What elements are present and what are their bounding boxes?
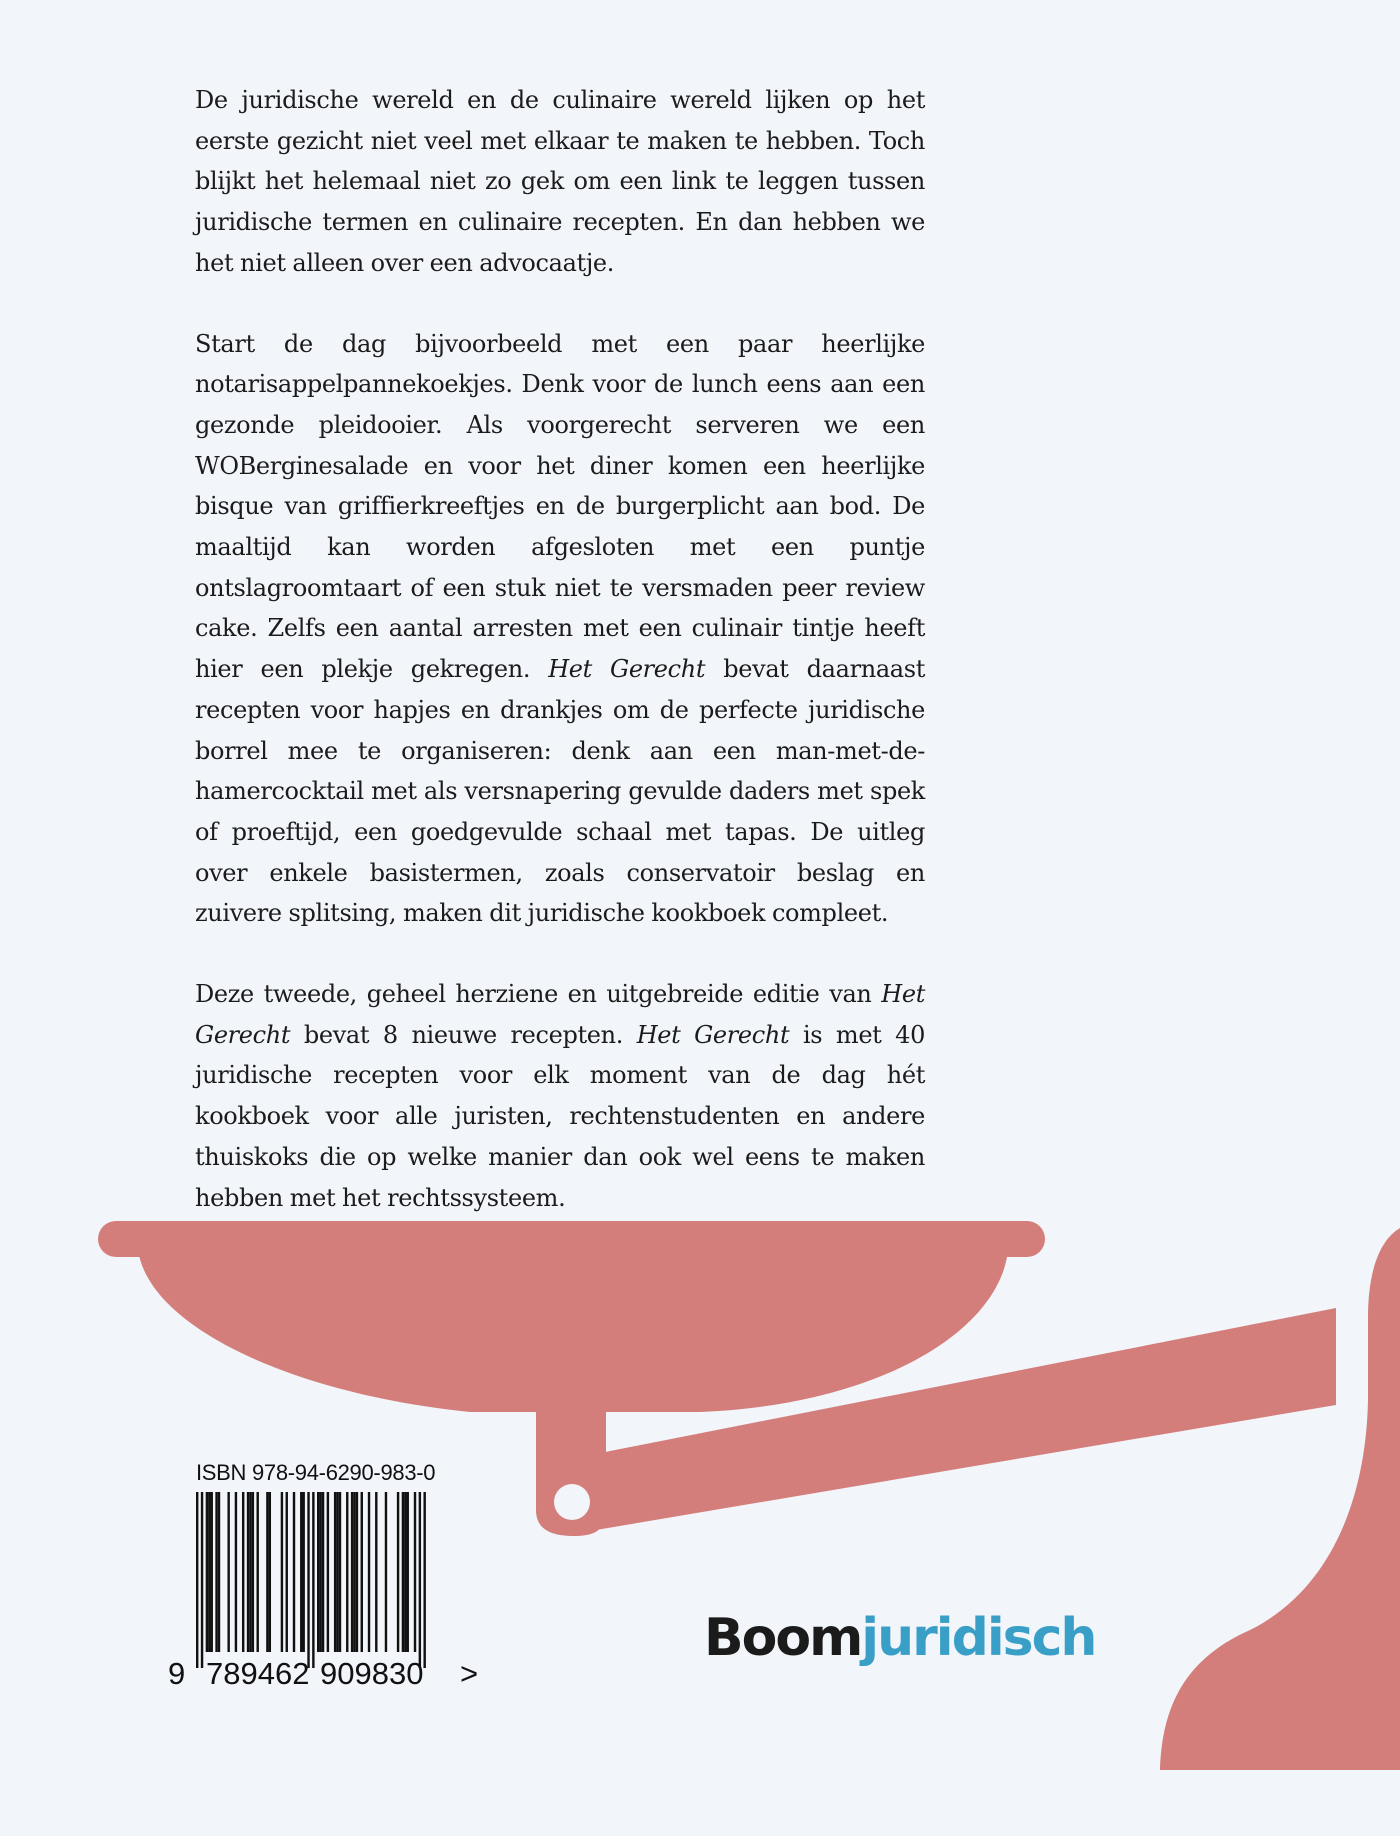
barcode-bar (300, 1492, 302, 1652)
hand-shape (1160, 1228, 1400, 1770)
paragraph-intro (195, 80, 925, 284)
barcode-digits-right: 909830 (320, 1656, 424, 1691)
barcode-bar (266, 1492, 268, 1652)
barcode-bar (361, 1492, 363, 1652)
barcode-bar (402, 1492, 404, 1652)
barcode-bar (252, 1492, 254, 1652)
barcode-bar (249, 1492, 251, 1652)
barcode-bar (319, 1492, 321, 1652)
barcode-bar (423, 1492, 425, 1668)
book-title-italic: Het Gerecht (636, 1020, 790, 1049)
pan-bowl (138, 1250, 1008, 1412)
barcode-bar (211, 1492, 213, 1652)
barcode-bar (218, 1492, 220, 1652)
barcode-bar (336, 1492, 338, 1652)
barcode-bar (351, 1492, 353, 1652)
barcode-bar (339, 1492, 341, 1652)
paragraph-edition (195, 974, 925, 1218)
barcode-bar (215, 1492, 217, 1652)
barcode-bar (353, 1492, 355, 1652)
barcode-bar (307, 1492, 309, 1668)
barcode-bar (312, 1492, 314, 1668)
barcode-bar (235, 1492, 237, 1652)
barcode-bar (356, 1492, 358, 1652)
barcode-bar (327, 1492, 329, 1652)
barcode-bar (385, 1492, 387, 1652)
barcode-bar (346, 1492, 348, 1652)
barcode-digits-left: 789462 (206, 1656, 310, 1691)
barcode-bar (269, 1492, 271, 1652)
paragraph-recipes-text-a: Start de dag bijvoorbeeld met een paar heerlijke notarisappelpannekoekjes. Denk voor de lunch eens aan een gezonde pleidooier. Als voorgerecht serveren we een WOBerginesalade en voor het diner komen een heerlijke bisque van griffierkreeftjes en de burgerplicht aan bod. De maaltijd kan worden afgesloten met een puntje ontslagroomtaart of een stuk niet te versmaden peer review cake. Zelfs een aantal arresten met een culinair tintje heeft hier een plekje gekregen. (195, 329, 925, 684)
barcode-bar (206, 1492, 208, 1652)
barcode-bar (302, 1492, 304, 1652)
barcode-bar (208, 1492, 210, 1652)
paragraph-recipes (195, 324, 925, 935)
barcode-bar (404, 1492, 406, 1652)
book-title-italic: Het Gerecht (195, 980, 925, 1049)
paragraph-edition-text-b: bevat 8 nieuwe recepten. (290, 1020, 637, 1049)
barcode-bar (419, 1492, 421, 1668)
book-title-italic: Het Gerecht (548, 655, 706, 684)
isbn-barcode (196, 1492, 456, 1668)
barcode-bar (257, 1492, 259, 1652)
barcode-bar (375, 1492, 377, 1652)
barcode-bar (407, 1492, 409, 1652)
barcode-bar (414, 1492, 416, 1652)
barcode-bar (368, 1492, 370, 1652)
logo-boom: Boom (704, 1608, 862, 1668)
barcode-bar (281, 1492, 283, 1652)
barcode-bar (227, 1492, 229, 1652)
barcode-bar (247, 1492, 249, 1652)
paragraph-edition-text-c: is met 40 juridische recepten voor elk moment van de dag hét kookboek voor alle juristen, rechtenstudenten en andere thuiskoks die op welke manier dan ook wel eens te maken hebben met het rechtssysteem. (195, 1020, 925, 1212)
barcode-bar (334, 1492, 336, 1652)
pan-hanging-hole (554, 1484, 590, 1520)
isbn-label: ISBN 978-94-6290-983-0 (196, 1460, 436, 1485)
barcode-bar (242, 1492, 244, 1652)
paragraph-edition-text-a: Deze tweede, geheel herziene en uitgebreide editie van (195, 980, 882, 1009)
barcode-quiet-marker: > (460, 1656, 479, 1691)
barcode-bar (286, 1492, 288, 1652)
barcode-bar (397, 1492, 399, 1652)
paragraph-intro-text: De juridische wereld en de culinaire wereld lijken op het eerste gezicht niet veel met elkaar te maken te hebben. Toch blijkt het helemaal niet zo gek om een link te leggen tussen juridische termen en culinaire recepten. En dan hebben we het niet alleen over een advocaatje. (195, 86, 925, 277)
barcode-bar (201, 1492, 203, 1668)
barcode-bar (317, 1492, 319, 1652)
publisher-logo (704, 1608, 1095, 1668)
barcode-bar (322, 1492, 324, 1652)
barcode-digits (168, 1656, 479, 1836)
barcode-bar (293, 1492, 295, 1652)
back-cover-blurb (195, 80, 925, 1258)
paragraph-recipes-text-b: bevat daarnaast recepten voor hapjes en drankjes om de perfecte juridische borrel mee te organiseren: denk aan een man-met-de-hamercocktail met als versnapering gevulde daders met spek of proeftijd, een goedgevulde schaal met tapas. De uitleg over enkele basistermen, zoals conservatoir beslag en zuivere splitsing, maken dit juridische kookboek compleet. (195, 655, 925, 928)
logo-juridisch: juridisch (861, 1608, 1096, 1668)
barcode-bar (196, 1492, 198, 1668)
barcode-digit-first: 9 (168, 1656, 186, 1691)
